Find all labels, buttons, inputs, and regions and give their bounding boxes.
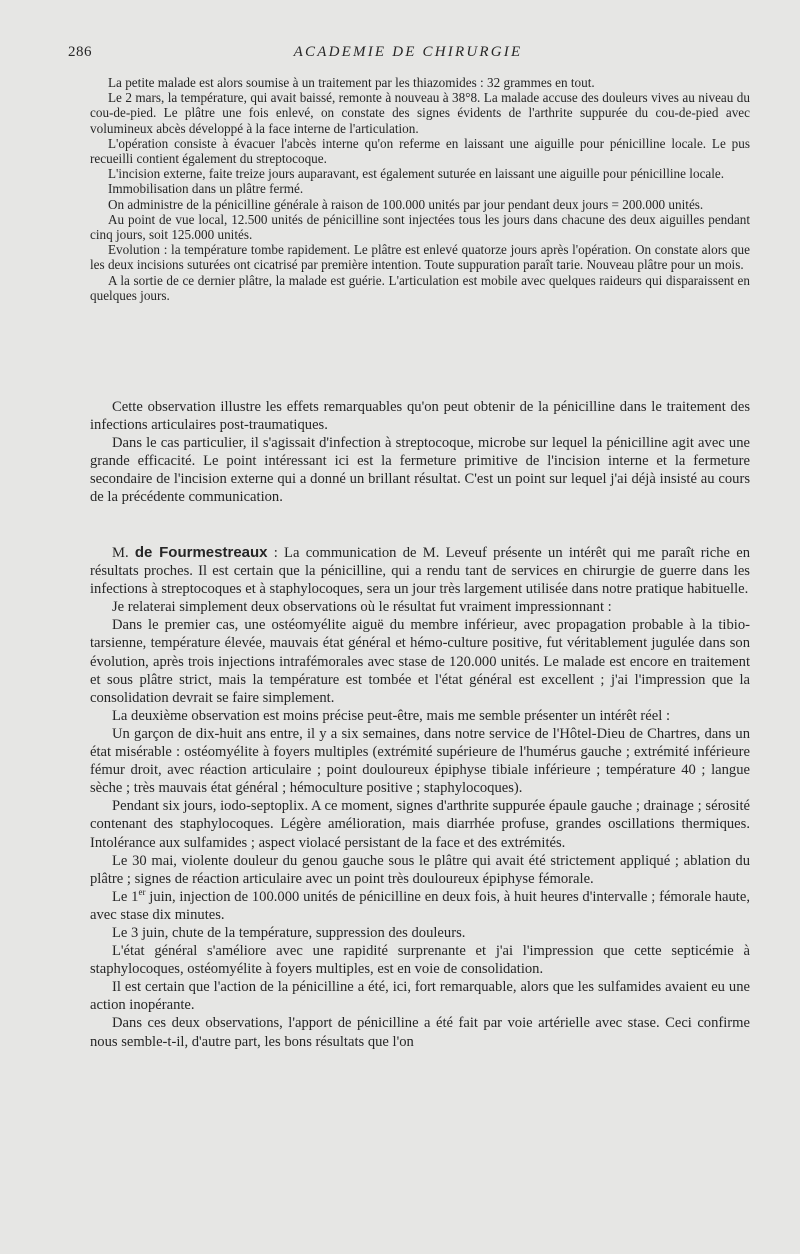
june-text: juin, injection de 100.000 unités de pénicilline en deux fois, à huit heures d'intervalle ; fémorale haute, avec stase dix minutes. xyxy=(90,888,750,923)
discussion-paragraph: Le 3 juin, chute de la température, suppression des douleurs. xyxy=(112,924,466,941)
page-number: 286 xyxy=(68,44,92,60)
discussion-intro xyxy=(90,544,750,598)
discussion-paragraph: Dans le premier cas, une ostéomyélite aiguë du membre inférieur, avec propagation probable à la tibio-tarsienne, température élevée, mauvais état général et hémo-culture positive, fut véritablement jugulée dans son évolution, après trois injections intrafémorales avec stase de 120.000 unités. Le malade est encore en traitement et sous plâtre strict, mais la température est tombée et l'état général est excellent ; j'ai l'impression que la consolidation devrait se faire simplement. xyxy=(90,617,750,706)
case-paragraph: La petite malade est alors soumise à un traitement par les thiazomides : 32 grammes en tout. xyxy=(108,75,595,90)
discussion-paragraph: Je relaterai simplement deux observations où le résultat fut vraiment impressionnant : xyxy=(112,599,612,616)
discussion-section xyxy=(90,544,750,1051)
case-paragraph: L'opération consiste à évacuer l'abcès interne qu'on referme en laissant une aiguille pour pénicilline locale. Le pus recueilli contient également du streptocoque. xyxy=(90,135,750,167)
discussion-paragraph: La deuxième observation est moins précise peut-être, mais me semble présenter un intérêt réel : xyxy=(112,707,671,724)
conclusion-section xyxy=(90,398,750,507)
speaker-name: de Fourmestreaux xyxy=(134,544,268,561)
discussion-paragraph: Le 30 mai, violente douleur du genou gauche sous le plâtre qui avait été strictement appliqué ; ablation du plâtre ; signes de réaction articulaire avec un point très douloureux épiphyse fémorale. xyxy=(90,852,750,887)
case-paragraph: Au point de vue local, 12.500 unités de pénicilline sont injectées tous les jours dans chacune des deux aiguilles pendant cinq jours, soit 125.000 unités. xyxy=(90,211,750,243)
case-paragraph: Le 2 mars, la température, qui avait baissé, remonte à nouveau à 38°8. La malade accuse des douleurs vives au niveau du cou-de-pied. Le plâtre une fois enlevé, on constate des signes évidents de l'arthrite suppurée du cou-de-pied avec volumineux abcès développé à la face interne de l'articulation. xyxy=(90,90,750,136)
discussion-paragraph-june xyxy=(90,888,750,924)
discussion-paragraph: Pendant six jours, iodo-septoplix. A ce moment, signes d'arthrite suppurée épaule gauche ; drainage ; sérosité contenant des staphylocoques. Légère amélioration, mais diarrhée profuse, grandes oscillations thermiques. Intolérance aux sulfamides ; aspect violacé persistant de la face et des extrémités. xyxy=(90,798,750,851)
case-report-section xyxy=(90,75,750,303)
conclusion-paragraph: Dans le cas particulier, il s'agissait d'infection à streptocoque, microbe sur lequel la pénicilline agit avec une grande efficacité. Le point intéressant ici est la fermeture primitive de l'incision interne et la fermeture secondaire de l'incision externe qui a donné un brillant résultat. C'est un point sur lequel j'ai déjà insisté au cours de la précédente communication. xyxy=(90,435,750,506)
june-prefix: Le 1 xyxy=(112,888,139,905)
case-paragraph: On administre de la pénicilline générale à raison de 100.000 unités par jour pendant deux jours = 200.000 unités. xyxy=(108,196,704,212)
case-paragraph: Evolution : la température tombe rapidement. Le plâtre est enlevé quatorze jours après l'opération. On constate alors que les deux incisions suturées ont cicatrisé par première intention. Toute suppuration paraît tarie. Nouveau plâtre pour un mois. xyxy=(90,242,750,273)
discussion-paragraph: L'état général s'améliore avec une rapidité surprenante et j'ai l'impression que cette septicémie à staphylocoques, ostéomyélite à foyers multiples, est en voie de consolidation. xyxy=(90,943,750,978)
ordinal-superscript: er xyxy=(138,886,146,897)
running-title: ACADEMIE DE CHIRURGIE xyxy=(293,44,523,60)
discussion-paragraph: Un garçon de dix-huit ans entre, il y a six semaines, dans notre service de l'Hôtel-Dieu de Chartres, dans un état misérable : ostéomyélite à foyers multiples (extrémité supérieure de l'humérus gauche ; extrémité inférieure fémur droit, avec réaction articulaire ; point douloureux épiphyse tibiale inférieure ; température 40 ; langue sèche ; très mauvais état général ; hémoculture positive ; staphylocoques). xyxy=(90,725,750,797)
discussion-paragraph: Il est certain que l'action de la pénicilline a été, ici, fort remarquable, alors que les sulfamides avaient eu une action inopérante. xyxy=(90,979,750,1014)
discussion-intro-text: : La communication de M. Leveuf présente un intérêt qui me paraît riche en résultats proches. Il est certain que la pénicilline, qui a rendu tant de services en chirurgie de guerre dans les infections à streptocoques et à staphylocoques, sera un jour très largement utilisée dans notre pratique habituelle. xyxy=(90,545,750,598)
case-paragraph: A la sortie de ce dernier plâtre, la malade est guérie. L'articulation est mobile avec quelques raideurs qui disparaissent en quelques jours. xyxy=(90,272,750,303)
page-header xyxy=(68,44,748,68)
speaker-prefix: M. xyxy=(112,545,129,561)
case-paragraph: Immobilisation dans un plâtre fermé. xyxy=(108,181,304,197)
case-paragraph: L'incision externe, faite treize jours auparavant, est également suturée en laissant une aiguille pour pénicilline locale. xyxy=(108,166,725,182)
discussion-paragraph: Dans ces deux observations, l'apport de pénicilline a été fait par voie artérielle avec stase. Ceci confirme nous semble-t-il, d'autre part, les bons résultats que l'on xyxy=(90,1015,750,1050)
conclusion-paragraph: Cette observation illustre les effets remarquables qu'on peut obtenir de la pénicilline dans le traitement des infections articulaires post-traumatiques. xyxy=(90,399,750,434)
